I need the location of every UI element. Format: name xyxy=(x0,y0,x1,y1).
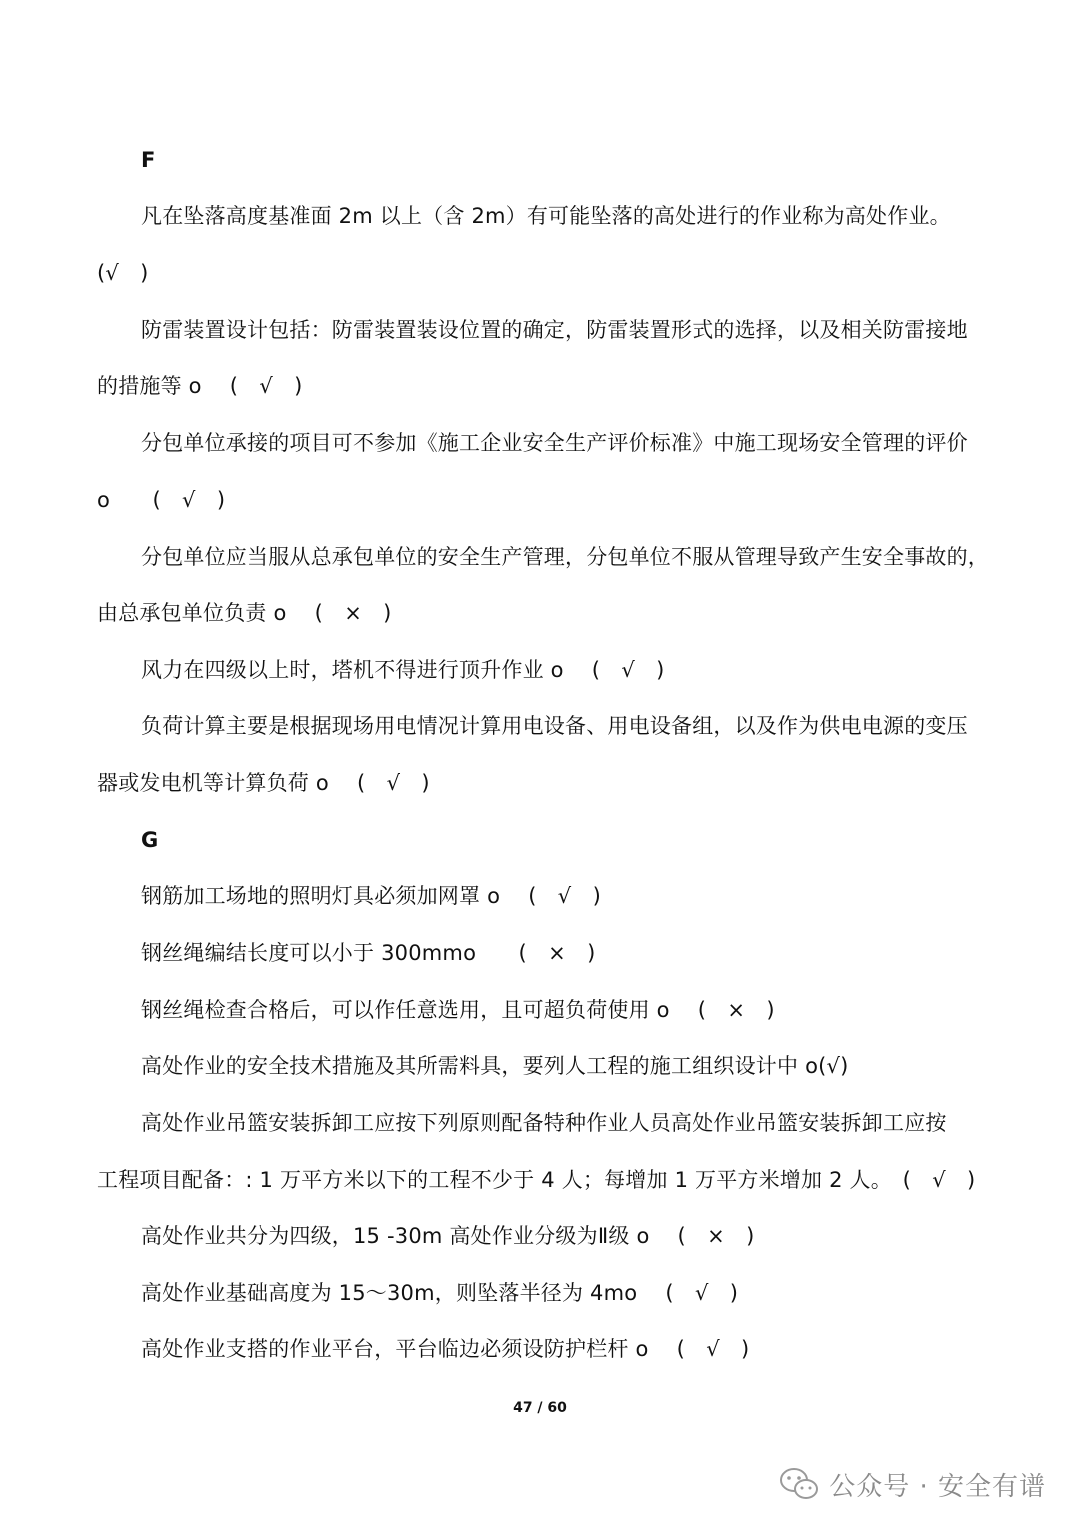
watermark xyxy=(779,1466,1046,1502)
section-heading-f: F xyxy=(141,148,156,172)
question-line: 风力在四级以上时，塔机不得进行顶升作业 o ( √ ) xyxy=(141,658,665,682)
question-line: 分包单位应当服从总承包单位的安全生产管理，分包单位不服从管理导致产生安全事故的， xyxy=(141,545,989,569)
page-number: 47 / 60 xyxy=(513,1400,567,1416)
question-line: 高处作业基础高度为 15～30m，则坠落半径为 4mo ( √ ) xyxy=(141,1281,739,1305)
watermark-text: 公众号 · 安全有谱 xyxy=(829,1471,1046,1502)
wechat-icon xyxy=(779,1466,819,1502)
question-line: 钢筋加工场地的照明灯具必须加网罩 o ( √ ) xyxy=(141,884,601,908)
question-line-continued: 由总承包单位负责 o ( × ) xyxy=(97,601,392,625)
question-line: 高处作业共分为四级，15 -30m 高处作业分级为Ⅱ级 o ( × ) xyxy=(141,1224,755,1248)
question-line: 钢丝绳检查合格后，可以作任意选用，且可超负荷使用 o ( × ) xyxy=(141,998,775,1022)
section-heading-g: G xyxy=(141,828,159,852)
question-line-continued: o ( √ ) xyxy=(97,488,226,512)
question-line-continued: 工程项目配备：: 1 万平方米以下的工程不少于 4 人；每增加 1 万平方米增加 2 人。 ( √ ) xyxy=(97,1168,976,1192)
question-line: 分包单位承接的项目可不参加《施工企业安全生产评价标准》中施工现场安全管理的评价 xyxy=(141,431,968,455)
question-line: 高处作业支搭的作业平台，平台临边必须设防护栏杆 o ( √ ) xyxy=(141,1337,750,1361)
question-line: 高处作业的安全技术措施及其所需料具，要列人工程的施工组织设计中 o(√) xyxy=(141,1054,849,1078)
question-line-continued: 的措施等 o ( √ ) xyxy=(97,374,303,398)
question-line: 负荷计算主要是根据现场用电情况计算用电设备、用电设备组，以及作为供电电源的变压 xyxy=(141,714,968,738)
answer-line: (√ ) xyxy=(97,261,149,285)
question-line: 凡在坠落高度基准面 2m 以上（含 2m）有可能坠落的高处进行的作业称为高处作业。 xyxy=(141,204,951,228)
question-line: 防雷装置设计包括：防雷装置装设位置的确定，防雷装置形式的选择，以及相关防雷接地 xyxy=(141,318,968,342)
question-line: 钢丝绳编结长度可以小于 300mmo ( × ) xyxy=(141,941,596,965)
question-line-continued: 器或发电机等计算负荷 o ( √ ) xyxy=(97,771,430,795)
question-line: 高处作业吊篮安装拆卸工应按下列原则配备特种作业人员高处作业吊篮安装拆卸工应按 xyxy=(141,1111,947,1135)
